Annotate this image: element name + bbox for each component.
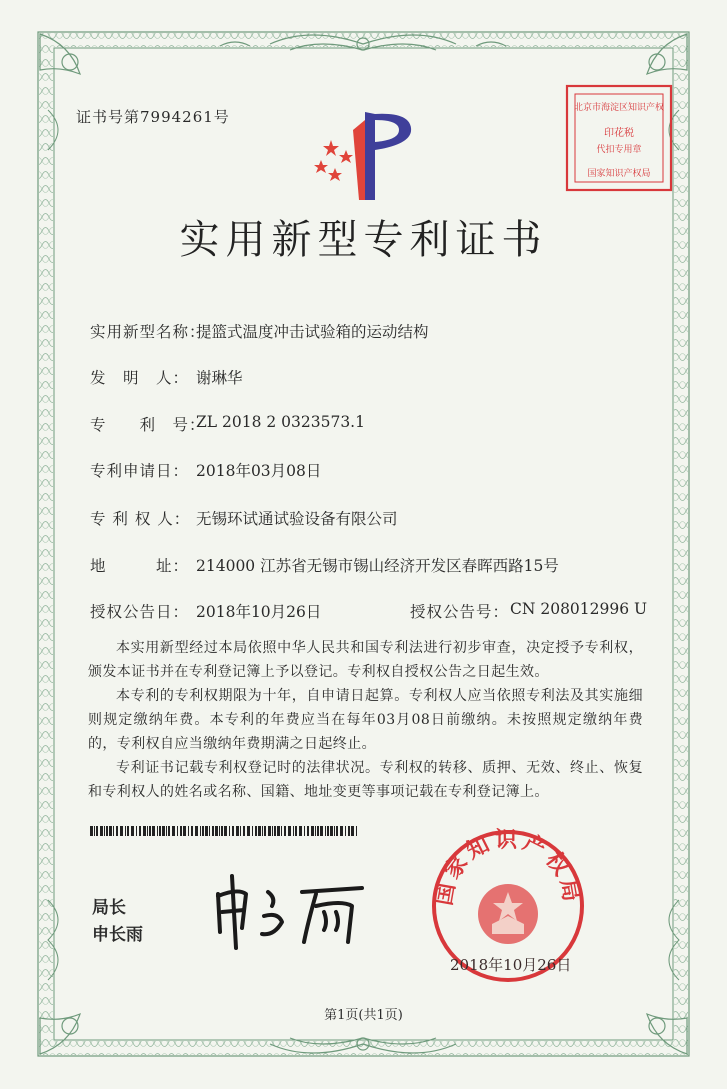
director-title: 局长: [92, 898, 126, 918]
patent-number-label: 专 利 号：: [90, 416, 206, 434]
utility-model-name: 提篮式温度冲击试验箱的运动结构: [196, 323, 429, 341]
filing-date-label: 专利申请日：: [90, 462, 190, 480]
svg-text:国家知识产权局: 国家知识产权局: [587, 169, 651, 179]
grant-number-label: 授权公告号：: [410, 603, 510, 621]
director-name: 申长雨: [92, 925, 143, 945]
filing-date: 2018年03月08日: [196, 462, 322, 480]
patentee: 无锡环试通试验设备有限公司: [196, 510, 398, 528]
seal-date: 2018年10月26日: [450, 956, 572, 974]
barcode: [90, 826, 360, 836]
certificate-number: 证书号第7994261号: [76, 108, 230, 126]
handwritten-signature: [212, 872, 372, 952]
svg-text:印花税: 印花税: [604, 128, 634, 139]
svg-text:北京市海淀区知识产权: 北京市海淀区知识产权: [573, 103, 665, 113]
body-text: [88, 636, 643, 804]
grant-number: CN 208012996 U: [510, 600, 648, 618]
utility-model-name-label: 实用新型名称：: [90, 323, 206, 341]
svg-text:代扣专用章: 代扣专用章: [596, 145, 642, 155]
inventor-label: 发 明 人：: [90, 369, 190, 387]
patent-number: ZL 2018 2 0323573.1: [196, 413, 365, 431]
paragraph-grant: 本实用新型经过本局依照中华人民共和国专利法进行初步审查，决定授予专利权，颁发本证书并在专利登记簿上予以登记。专利权自授权公告之日起生效。: [88, 640, 643, 680]
sipo-logo-icon: [313, 110, 423, 205]
paragraph-term: 本专利的专利权期限为十年，自申请日起算。专利权人应当依照专利法及其实施细则规定缴纳年费。本专利的年费应当在每年03月08日前缴纳。未按照规定缴纳年费的，专利权自应当缴纳年费期满之日起终止。: [88, 688, 643, 752]
grant-date-label: 授权公告日：: [90, 603, 190, 621]
grant-date: 2018年10月26日: [196, 603, 322, 621]
inventor: 谢琳华: [196, 369, 243, 387]
certificate-title: 实用新型专利证书: [179, 217, 548, 263]
agent-tax-seal: [563, 82, 675, 194]
patentee-label: 专 利 权 人：: [90, 510, 191, 528]
svg-text:国家知识产权局: 国家知识产权局: [430, 827, 586, 908]
page-info: 第1页(共1页): [324, 1008, 403, 1023]
paragraph-legal-status: 专利证书记载专利权登记时的法律状况。专利权的转移、质押、无效、终止、恢复和专利权人的姓名或名称、国籍、地址变更等事项记载在专利登记簿上。: [88, 760, 643, 800]
address-label: 地 址：: [90, 557, 190, 575]
address: 214000 江苏省无锡市锡山经济开发区春晖西路15号: [196, 557, 559, 575]
